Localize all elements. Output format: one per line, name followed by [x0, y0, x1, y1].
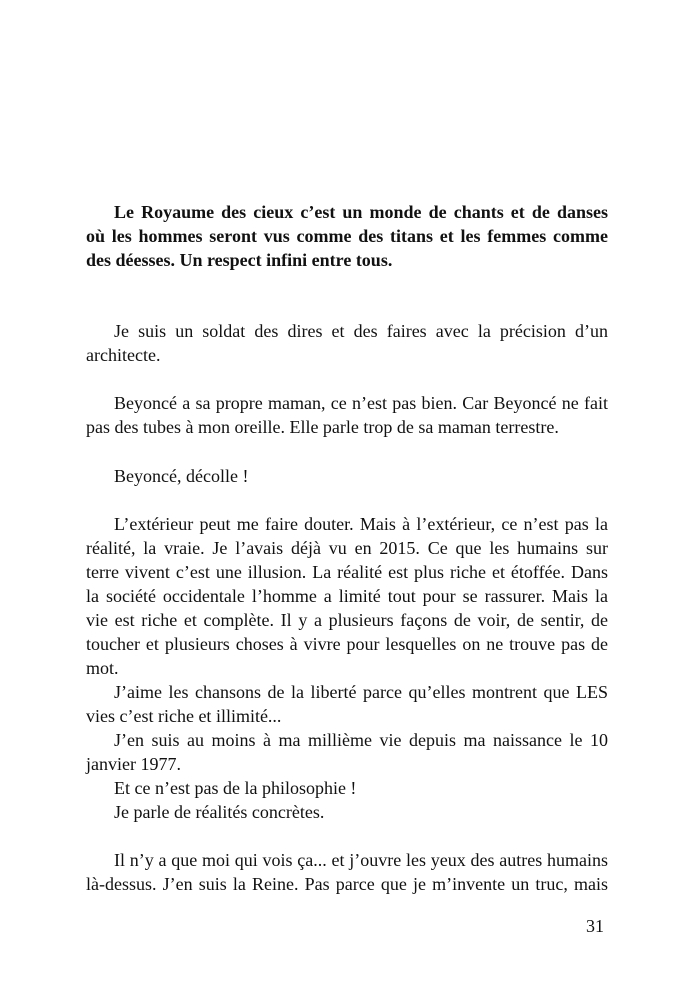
- paragraph-2-line-1: Je suis un soldat des dires et des faires avec la précision d’un: [114, 321, 608, 341]
- paragraph-2-line-2: architecte.: [86, 345, 161, 365]
- paragraph-5-line-7: mot.: [86, 658, 119, 678]
- paragraph-9-line-1: Je parle de réalités concrètes.: [114, 802, 325, 822]
- paragraph-10-line-1: Il n’y a que moi qui vois ça... et j’ouvre les yeux des autres humains: [114, 850, 608, 870]
- paragraph-1-line-2: où les hommes seront vus comme des titans et les femmes comme: [86, 226, 608, 246]
- paragraph-6-line-1: J’aime les chansons de la liberté parce qu’elles montrent que LES: [114, 682, 608, 702]
- paragraph-5-line-6: toucher et plusieurs choses à vivre pour lesquelles on ne trouve pas de: [86, 634, 608, 654]
- paragraph-1-line-1: Le Royaume des cieux c’est un monde de chants et de danses: [114, 202, 608, 222]
- paragraph-5-line-2: réalité, la vraie. Je l’avais déjà vu en 2015. Ce que les humains sur: [86, 538, 608, 558]
- paragraph-7-line-2: janvier 1977.: [86, 754, 181, 774]
- paragraph-6-line-2: vies c’est riche et illimité...: [86, 706, 282, 726]
- paragraph-5-line-4: la société occidentale l’homme a limité tout pour se rassurer. Mais la: [86, 586, 608, 606]
- paragraph-10-line-2: là-dessus. J’en suis la Reine. Pas parce que je m’invente un truc, mais: [86, 874, 608, 894]
- paragraph-3-line-1: Beyoncé a sa propre maman, ce n’est pas bien. Car Beyoncé ne fait: [114, 393, 608, 413]
- paragraph-5-line-3: terre vivent c’est une illusion. La réalité est plus riche et étoffée. Dans: [86, 562, 608, 582]
- paragraph-4-line-1: Beyoncé, décolle !: [114, 466, 249, 486]
- paragraph-5-line-5: vie est riche et complète. Il y a plusieurs façons de voir, de sentir, de: [86, 610, 608, 630]
- paragraph-1-line-3: des déesses. Un respect infini entre tous.: [86, 250, 393, 270]
- paragraph-8-line-1: Et ce n’est pas de la philosophie !: [114, 778, 357, 798]
- page-number: 31: [586, 916, 604, 936]
- paragraph-7-line-1: J’en suis au moins à ma millième vie depuis ma naissance le 10: [114, 730, 608, 750]
- paragraph-3-line-2: pas des tubes à mon oreille. Elle parle trop de sa maman terrestre.: [86, 417, 559, 437]
- paragraph-5-line-1: L’extérieur peut me faire douter. Mais à l’extérieur, ce n’est pas la: [114, 514, 608, 534]
